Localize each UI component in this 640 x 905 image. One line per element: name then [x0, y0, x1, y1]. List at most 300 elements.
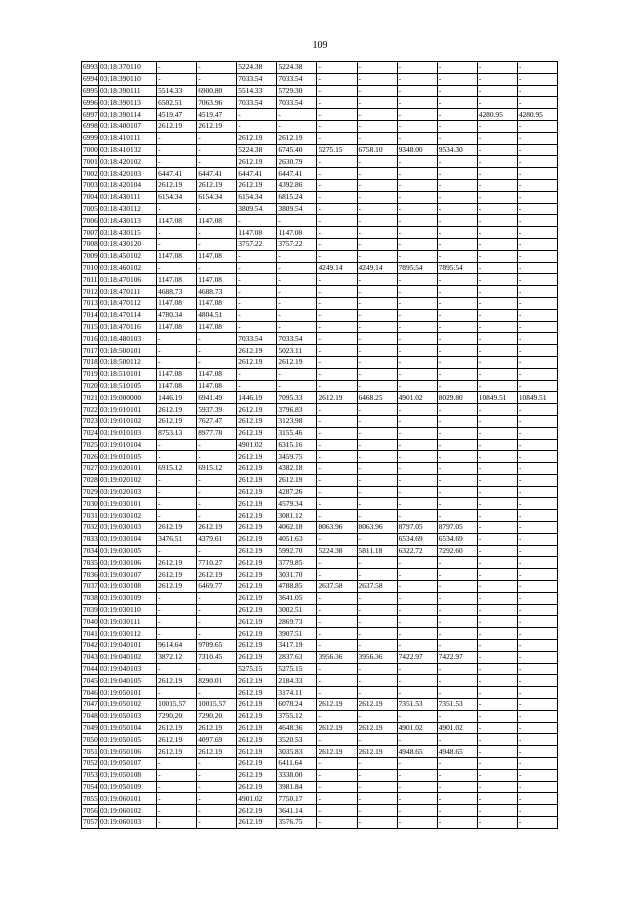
value-cell: -	[397, 486, 437, 498]
code-cell: 03:19:010104	[99, 439, 157, 451]
value-cell: 7033.54	[237, 73, 277, 85]
value-cell: 3338.00	[277, 769, 317, 781]
value-cell: -	[437, 356, 477, 368]
row-index-cell: 7029	[83, 487, 98, 497]
value-cell: -	[437, 781, 477, 793]
value-cell: -	[157, 451, 197, 463]
value-cell: 1147.08	[157, 215, 197, 227]
value-cell: -	[277, 368, 317, 380]
value-cell: 6468.25	[357, 392, 397, 404]
value-cell: 5275.15	[277, 663, 317, 675]
value-cell: -	[397, 120, 437, 132]
value-cell: -	[437, 616, 477, 628]
table-row	[82, 404, 558, 416]
value-cell: -	[237, 286, 277, 298]
value-cell: 3520.53	[277, 734, 317, 746]
value-cell: -	[357, 663, 397, 675]
value-cell: 2184.33	[277, 675, 317, 687]
row-index-cell: 7024	[83, 428, 98, 438]
value-cell: -	[197, 451, 237, 463]
value-cell: 8290.01	[197, 675, 237, 687]
value-cell: 2612.19	[237, 805, 277, 817]
value-cell: 2612.19	[237, 498, 277, 510]
value-cell: -	[197, 781, 237, 793]
value-cell: -	[437, 109, 477, 121]
value-cell: -	[437, 581, 477, 593]
value-cell: -	[157, 333, 197, 345]
table-row	[82, 380, 558, 392]
value-cell: 6322.72	[397, 545, 437, 557]
value-cell: -	[317, 817, 357, 829]
code-cell: 03:18:390111	[99, 85, 157, 97]
value-cell: 2612.19	[237, 769, 277, 781]
value-cell: 3035.83	[277, 746, 317, 758]
value-cell: 4280.95	[517, 109, 557, 121]
value-cell: 2612.19	[157, 557, 197, 569]
value-cell: -	[477, 486, 517, 498]
value-cell: -	[517, 628, 557, 640]
value-cell: -	[477, 356, 517, 368]
value-cell: -	[477, 132, 517, 144]
value-cell: -	[157, 604, 197, 616]
value-cell: -	[357, 758, 397, 770]
code-cell: 03:19:040102	[99, 651, 157, 663]
value-cell: 2612.19	[157, 722, 197, 734]
value-cell: 5811.18	[357, 545, 397, 557]
value-cell: 2612.19	[157, 581, 197, 593]
value-cell: -	[237, 250, 277, 262]
value-cell: 4688.73	[197, 286, 237, 298]
value-cell: -	[437, 274, 477, 286]
table-row	[82, 262, 558, 274]
value-cell: 2869.73	[277, 616, 317, 628]
value-cell: -	[477, 592, 517, 604]
value-cell: -	[397, 85, 437, 97]
table-row	[82, 545, 558, 557]
page-number: 109	[312, 40, 328, 51]
value-cell: 2612.19	[237, 675, 277, 687]
code-cell: 03:18:420103	[99, 168, 157, 180]
row-index-cell: 7000	[83, 144, 98, 154]
value-cell: 4901.02	[397, 392, 437, 404]
value-cell: 2612.19	[317, 746, 357, 758]
table-row	[82, 97, 558, 109]
code-cell: 03:19:060101	[99, 793, 157, 805]
value-cell: -	[317, 663, 357, 675]
row-index-cell: 7012	[83, 286, 98, 296]
row-index-cell: 7037	[83, 581, 98, 591]
value-cell: -	[237, 262, 277, 274]
value-cell: -	[197, 356, 237, 368]
value-cell: -	[157, 439, 197, 451]
value-cell: -	[157, 592, 197, 604]
value-cell: 2612.19	[237, 451, 277, 463]
value-cell: -	[197, 817, 237, 829]
value-cell: 2612.19	[237, 581, 277, 593]
row-index-cell: 7036	[83, 569, 98, 579]
value-cell: 6154.34	[157, 191, 197, 203]
value-cell: -	[477, 321, 517, 333]
table-row	[82, 333, 558, 345]
value-cell: -	[317, 451, 357, 463]
value-cell: 6315.16	[277, 439, 317, 451]
table-row	[82, 604, 558, 616]
table-row	[82, 722, 558, 734]
value-cell: 7292.60	[437, 545, 477, 557]
data-table	[81, 61, 558, 829]
value-cell: -	[477, 297, 517, 309]
value-cell: -	[477, 687, 517, 699]
value-cell: -	[397, 191, 437, 203]
row-index-cell: 7039	[83, 605, 98, 615]
value-cell: -	[357, 769, 397, 781]
value-cell: -	[157, 545, 197, 557]
table-row	[82, 73, 558, 85]
value-cell: -	[517, 191, 557, 203]
value-cell: -	[277, 321, 317, 333]
table-row	[82, 203, 558, 215]
value-cell: -	[477, 510, 517, 522]
value-cell: -	[477, 439, 517, 451]
code-cell: 03:19:030111	[99, 616, 157, 628]
value-cell: -	[397, 297, 437, 309]
value-cell: 4948.65	[437, 746, 477, 758]
value-cell: 2612.19	[237, 722, 277, 734]
value-cell: -	[437, 758, 477, 770]
value-cell: -	[317, 675, 357, 687]
value-cell: -	[517, 640, 557, 652]
value-cell: -	[437, 817, 477, 829]
value-cell: -	[477, 758, 517, 770]
value-cell: -	[317, 132, 357, 144]
value-cell: -	[317, 345, 357, 357]
code-cell: 03:18:510105	[99, 380, 157, 392]
value-cell: -	[517, 793, 557, 805]
value-cell: -	[517, 592, 557, 604]
value-cell: 4901.02	[397, 722, 437, 734]
value-cell: 6447.41	[277, 168, 317, 180]
value-cell: -	[477, 380, 517, 392]
value-cell: 1446.19	[157, 392, 197, 404]
value-cell: -	[477, 746, 517, 758]
value-cell: 8753.13	[157, 427, 197, 439]
value-cell: 1147.08	[197, 368, 237, 380]
value-cell: -	[437, 486, 477, 498]
code-cell: 03:19:060103	[99, 817, 157, 829]
value-cell: -	[517, 604, 557, 616]
value-cell: 2612.19	[237, 404, 277, 416]
value-cell: -	[437, 368, 477, 380]
value-cell: -	[157, 628, 197, 640]
value-cell: -	[437, 215, 477, 227]
value-cell: -	[197, 769, 237, 781]
value-cell: 2612.19	[197, 569, 237, 581]
value-cell: -	[237, 274, 277, 286]
table-row	[82, 62, 558, 74]
code-cell: 03:19:030104	[99, 533, 157, 545]
value-cell: -	[197, 203, 237, 215]
value-cell: 2612.19	[157, 734, 197, 746]
value-cell: -	[517, 321, 557, 333]
code-cell: 03:19:050105	[99, 734, 157, 746]
value-cell: -	[517, 238, 557, 250]
value-cell: -	[477, 73, 517, 85]
value-cell: 6745.40	[277, 144, 317, 156]
value-cell: 4097.69	[197, 734, 237, 746]
value-cell: -	[357, 179, 397, 191]
value-cell: 2612.19	[317, 392, 357, 404]
value-cell: -	[437, 498, 477, 510]
value-cell: -	[517, 722, 557, 734]
value-cell: -	[397, 616, 437, 628]
value-cell: -	[277, 380, 317, 392]
value-cell: -	[437, 451, 477, 463]
table-row	[82, 781, 558, 793]
value-cell: -	[157, 781, 197, 793]
value-cell: -	[397, 474, 437, 486]
value-cell: 4392.86	[277, 179, 317, 191]
value-cell: 2612.19	[237, 356, 277, 368]
value-cell: -	[477, 722, 517, 734]
value-cell: -	[477, 415, 517, 427]
value-cell: -	[317, 486, 357, 498]
value-cell: -	[357, 710, 397, 722]
row-index-cell: 7035	[83, 557, 98, 567]
value-cell: -	[517, 663, 557, 675]
value-cell: -	[157, 345, 197, 357]
value-cell: -	[437, 297, 477, 309]
code-cell: 03:19:050102	[99, 699, 157, 711]
value-cell: -	[517, 675, 557, 687]
value-cell: -	[477, 616, 517, 628]
value-cell: 1147.08	[197, 380, 237, 392]
value-cell: -	[517, 427, 557, 439]
row-index-cell: 7003	[83, 180, 98, 190]
value-cell: -	[397, 404, 437, 416]
value-cell: -	[517, 404, 557, 416]
value-cell: 3757.22	[277, 238, 317, 250]
value-cell: -	[357, 356, 397, 368]
value-cell: -	[517, 62, 557, 74]
value-cell: 2612.19	[237, 734, 277, 746]
value-cell: -	[157, 793, 197, 805]
value-cell: -	[197, 628, 237, 640]
value-cell: -	[517, 215, 557, 227]
value-cell: -	[397, 73, 437, 85]
row-index-cell: 7011	[83, 274, 98, 284]
value-cell: 3174.11	[277, 687, 317, 699]
value-cell: 6815.24	[277, 191, 317, 203]
code-cell: 03:19:060102	[99, 805, 157, 817]
value-cell: 5992.70	[277, 545, 317, 557]
table-row	[82, 522, 558, 534]
value-cell: -	[357, 345, 397, 357]
value-cell: -	[477, 203, 517, 215]
value-cell: -	[157, 73, 197, 85]
value-cell: -	[397, 109, 437, 121]
value-cell: 2612.19	[237, 415, 277, 427]
row-index-cell: 7043	[83, 652, 98, 662]
row-index-cell: 7004	[83, 192, 98, 202]
value-cell: -	[317, 769, 357, 781]
value-cell: 2612.19	[237, 817, 277, 829]
value-cell: -	[517, 687, 557, 699]
row-index-cell: 7009	[83, 251, 98, 261]
value-cell: 10849.51	[477, 392, 517, 404]
value-cell: -	[477, 451, 517, 463]
value-cell: -	[477, 675, 517, 687]
value-cell: -	[517, 498, 557, 510]
value-cell: -	[397, 274, 437, 286]
value-cell: -	[437, 73, 477, 85]
code-cell: 03:18:470112	[99, 297, 157, 309]
value-cell: 6154.34	[237, 191, 277, 203]
value-cell: 9709.65	[197, 640, 237, 652]
row-index-cell: 6996	[83, 97, 98, 107]
value-cell: 9614.64	[157, 640, 197, 652]
value-cell: 7033.54	[237, 97, 277, 109]
value-cell: -	[397, 238, 437, 250]
value-cell: 2612.19	[357, 699, 397, 711]
value-cell: 6447.41	[197, 168, 237, 180]
value-cell: -	[317, 286, 357, 298]
value-cell: -	[357, 73, 397, 85]
value-cell: -	[397, 581, 437, 593]
value-cell: -	[357, 380, 397, 392]
table-row	[82, 238, 558, 250]
value-cell: -	[157, 769, 197, 781]
value-cell: -	[317, 710, 357, 722]
value-cell: 7310.45	[197, 651, 237, 663]
value-cell: -	[317, 793, 357, 805]
row-index-cell: 7018	[83, 357, 98, 367]
value-cell: -	[197, 62, 237, 74]
row-index-cell: 7054	[83, 782, 98, 791]
value-cell: 2612.19	[237, 569, 277, 581]
value-cell: -	[517, 545, 557, 557]
row-index-cell: 6994	[83, 74, 98, 84]
value-cell: 1147.08	[197, 321, 237, 333]
value-cell: -	[397, 227, 437, 239]
code-cell: 03:19:050109	[99, 781, 157, 793]
value-cell: -	[397, 592, 437, 604]
value-cell: 1147.08	[157, 380, 197, 392]
value-cell: 3081.12	[277, 510, 317, 522]
value-cell: -	[317, 592, 357, 604]
value-cell: 4280.95	[477, 109, 517, 121]
value-cell: 6447.41	[157, 168, 197, 180]
table-row	[82, 321, 558, 333]
value-cell: -	[197, 227, 237, 239]
value-cell: -	[477, 463, 517, 475]
value-cell: -	[397, 510, 437, 522]
value-cell: 2612.19	[277, 356, 317, 368]
row-index-cell: 7026	[83, 451, 98, 461]
value-cell: -	[477, 309, 517, 321]
code-cell: 03:19:050107	[99, 758, 157, 770]
value-cell: -	[437, 769, 477, 781]
value-cell: -	[357, 62, 397, 74]
table-row	[82, 486, 558, 498]
value-cell: -	[477, 522, 517, 534]
value-cell: 2612.19	[237, 179, 277, 191]
table-row	[82, 345, 558, 357]
value-cell: -	[397, 451, 437, 463]
value-cell: -	[357, 156, 397, 168]
value-cell: -	[517, 380, 557, 392]
value-cell: 4519.47	[157, 109, 197, 121]
value-cell: 2612.19	[157, 522, 197, 534]
value-cell: -	[357, 274, 397, 286]
value-cell: -	[357, 474, 397, 486]
value-cell: -	[477, 333, 517, 345]
value-cell: 2612.19	[157, 120, 197, 132]
value-cell: -	[397, 333, 437, 345]
value-cell: -	[517, 451, 557, 463]
table-row	[82, 687, 558, 699]
value-cell: 7033.54	[277, 333, 317, 345]
value-cell: -	[157, 498, 197, 510]
value-cell: -	[397, 62, 437, 74]
value-cell: 5514.33	[157, 85, 197, 97]
code-cell: 03:19:030101	[99, 498, 157, 510]
value-cell: -	[317, 687, 357, 699]
value-cell: 4788.85	[277, 581, 317, 593]
value-cell: -	[477, 250, 517, 262]
value-cell: -	[437, 793, 477, 805]
value-cell: -	[357, 215, 397, 227]
code-cell: 03:19:030110	[99, 604, 157, 616]
value-cell: -	[357, 734, 397, 746]
value-cell: -	[477, 286, 517, 298]
value-cell: 4901.02	[437, 722, 477, 734]
value-cell: 6534.69	[437, 533, 477, 545]
value-cell: 3123.98	[277, 415, 317, 427]
value-cell: -	[397, 179, 437, 191]
row-index-cell: 7005	[83, 203, 98, 213]
code-cell: 03:18:500101	[99, 345, 157, 357]
row-index-cell: 7040	[83, 616, 98, 626]
row-index-cell: 7008	[83, 239, 98, 249]
value-cell: 5275.15	[317, 144, 357, 156]
row-index-cell: 6993	[83, 62, 98, 72]
value-cell: 7063.96	[197, 97, 237, 109]
value-cell: 2612.19	[157, 746, 197, 758]
value-cell: -	[477, 793, 517, 805]
value-cell: 1147.08	[197, 297, 237, 309]
table-body	[82, 62, 558, 829]
value-cell: -	[397, 309, 437, 321]
value-cell: 1147.08	[157, 274, 197, 286]
value-cell: -	[437, 805, 477, 817]
code-cell: 03:18:460102	[99, 262, 157, 274]
value-cell: -	[437, 557, 477, 569]
value-cell: -	[237, 321, 277, 333]
value-cell: -	[317, 474, 357, 486]
code-cell: 03:18:450102	[99, 250, 157, 262]
row-index-cell: 7030	[83, 498, 98, 508]
value-cell: -	[317, 179, 357, 191]
value-cell: -	[357, 238, 397, 250]
value-cell: -	[277, 262, 317, 274]
table-row	[82, 286, 558, 298]
code-cell: 03:19:010103	[99, 427, 157, 439]
value-cell: 2612.19	[237, 592, 277, 604]
value-cell: 3155.46	[277, 427, 317, 439]
value-cell: -	[357, 510, 397, 522]
row-index-cell: 7049	[83, 723, 98, 733]
code-cell: 03:18:410132	[99, 144, 157, 156]
